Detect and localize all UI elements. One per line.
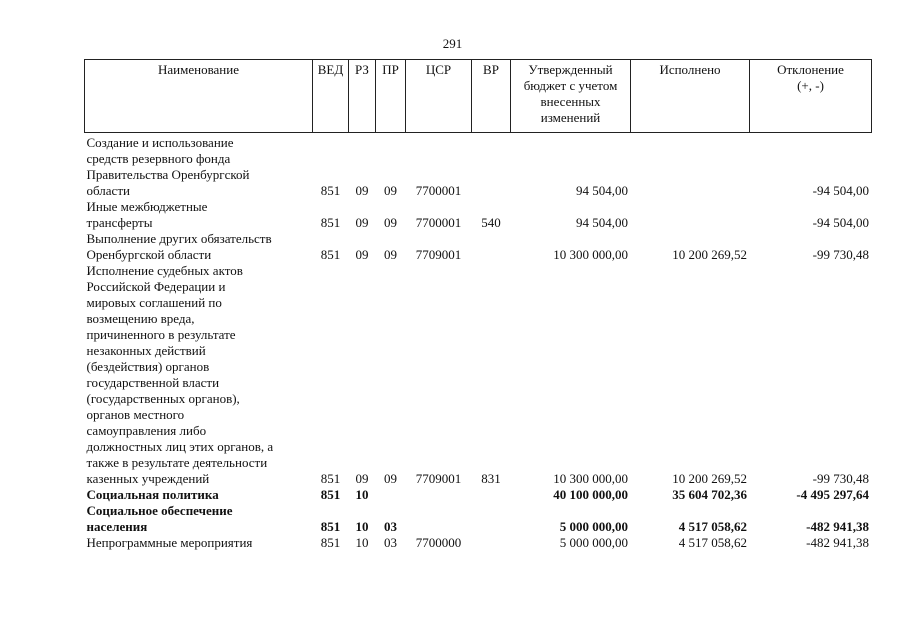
row-name: Социальная политика <box>86 487 219 502</box>
row-csr <box>406 487 472 503</box>
row-csr: 7700001 <box>406 133 472 200</box>
row-vr <box>472 133 511 200</box>
row-rz: 09 <box>349 199 376 231</box>
row-deviation: -99 730,48 <box>750 231 872 263</box>
row-executed: 10 200 269,52 <box>631 231 750 263</box>
table-row <box>85 263 872 487</box>
row-pr: 09 <box>376 199 406 231</box>
row-executed: 10 200 269,52 <box>631 263 750 487</box>
row-pr: 03 <box>376 503 406 535</box>
table-row <box>85 487 872 503</box>
row-rz: 10 <box>349 503 376 535</box>
row-ved: 851 <box>313 199 349 231</box>
row-rz: 09 <box>349 231 376 263</box>
row-name: Социальное обеспечение населения <box>86 503 233 534</box>
row-approved: 5 000 000,00 <box>511 503 631 535</box>
row-approved: 10 300 000,00 <box>511 263 631 487</box>
row-ved: 851 <box>313 263 349 487</box>
row-deviation: -99 730,48 <box>750 263 872 487</box>
header-vr: ВР <box>472 60 511 133</box>
row-rz: 09 <box>349 133 376 200</box>
row-deviation: -482 941,38 <box>750 535 872 551</box>
row-ved: 851 <box>313 487 349 503</box>
header-executed: Исполнено <box>631 60 750 133</box>
row-executed: 35 604 702,36 <box>631 487 750 503</box>
table-row <box>85 133 872 200</box>
table-row <box>85 535 872 551</box>
row-vr <box>472 487 511 503</box>
row-vr: 831 <box>472 263 511 487</box>
header-rz: РЗ <box>349 60 376 133</box>
row-ved: 851 <box>313 535 349 551</box>
row-name: Выполнение других обязательств Оренбургской области <box>86 231 272 262</box>
row-csr: 7700000 <box>406 535 472 551</box>
row-vr <box>472 231 511 263</box>
row-pr <box>376 487 406 503</box>
header-deviation: Отклонение (+, -) <box>750 60 872 133</box>
row-ved: 851 <box>313 231 349 263</box>
row-executed: 4 517 058,62 <box>631 503 750 535</box>
row-executed <box>631 199 750 231</box>
table-header-row <box>85 60 872 133</box>
header-ved: ВЕД <box>313 60 349 133</box>
row-name: Создание и использование средств резервного фонда Правительства Оренбургской области <box>86 135 250 198</box>
header-approved-budget: Утвержденный бюджет с учетом внесенных изменений <box>511 60 631 133</box>
row-name: Иные межбюджетные трансферты <box>86 199 208 230</box>
row-deviation: -482 941,38 <box>750 503 872 535</box>
table-row <box>85 503 872 535</box>
row-pr: 09 <box>376 231 406 263</box>
row-csr: 7700001 <box>406 199 472 231</box>
row-approved: 5 000 000,00 <box>511 535 631 551</box>
page-number: 291 <box>442 36 463 51</box>
row-deviation: -4 495 297,64 <box>750 487 872 503</box>
row-deviation: -94 504,00 <box>750 133 872 200</box>
row-vr <box>472 503 511 535</box>
row-rz: 10 <box>349 535 376 551</box>
table-body <box>85 133 872 552</box>
row-name: Исполнение судебных актов Российской Федерации и мировых соглашений по возмещению вреда, причиненного в результате незаконных действий (бездействия) органов государственной власти (государственных органов), органов местного самоуправления либо должностных лиц этих органов, а также в результате деятельности казенных учреждений <box>86 263 274 486</box>
row-approved: 94 504,00 <box>511 133 631 200</box>
row-ved: 851 <box>313 133 349 200</box>
row-pr: 03 <box>376 535 406 551</box>
row-csr <box>406 503 472 535</box>
row-rz: 10 <box>349 487 376 503</box>
row-csr: 7709001 <box>406 263 472 487</box>
row-ved: 851 <box>313 503 349 535</box>
table-row <box>85 231 872 263</box>
row-rz: 09 <box>349 263 376 487</box>
row-vr <box>472 535 511 551</box>
row-csr: 7709001 <box>406 231 472 263</box>
row-vr: 540 <box>472 199 511 231</box>
row-pr: 09 <box>376 133 406 200</box>
row-approved: 94 504,00 <box>511 199 631 231</box>
header-csr: ЦСР <box>406 60 472 133</box>
row-deviation: -94 504,00 <box>750 199 872 231</box>
header-name: Наименование <box>85 60 313 133</box>
row-pr: 09 <box>376 263 406 487</box>
row-executed: 4 517 058,62 <box>631 535 750 551</box>
budget-execution-table <box>84 59 872 551</box>
header-pr: ПР <box>376 60 406 133</box>
table-row <box>85 199 872 231</box>
row-approved: 10 300 000,00 <box>511 231 631 263</box>
row-name: Непрограммные мероприятия <box>86 535 253 550</box>
row-approved: 40 100 000,00 <box>511 487 631 503</box>
row-executed <box>631 133 750 200</box>
